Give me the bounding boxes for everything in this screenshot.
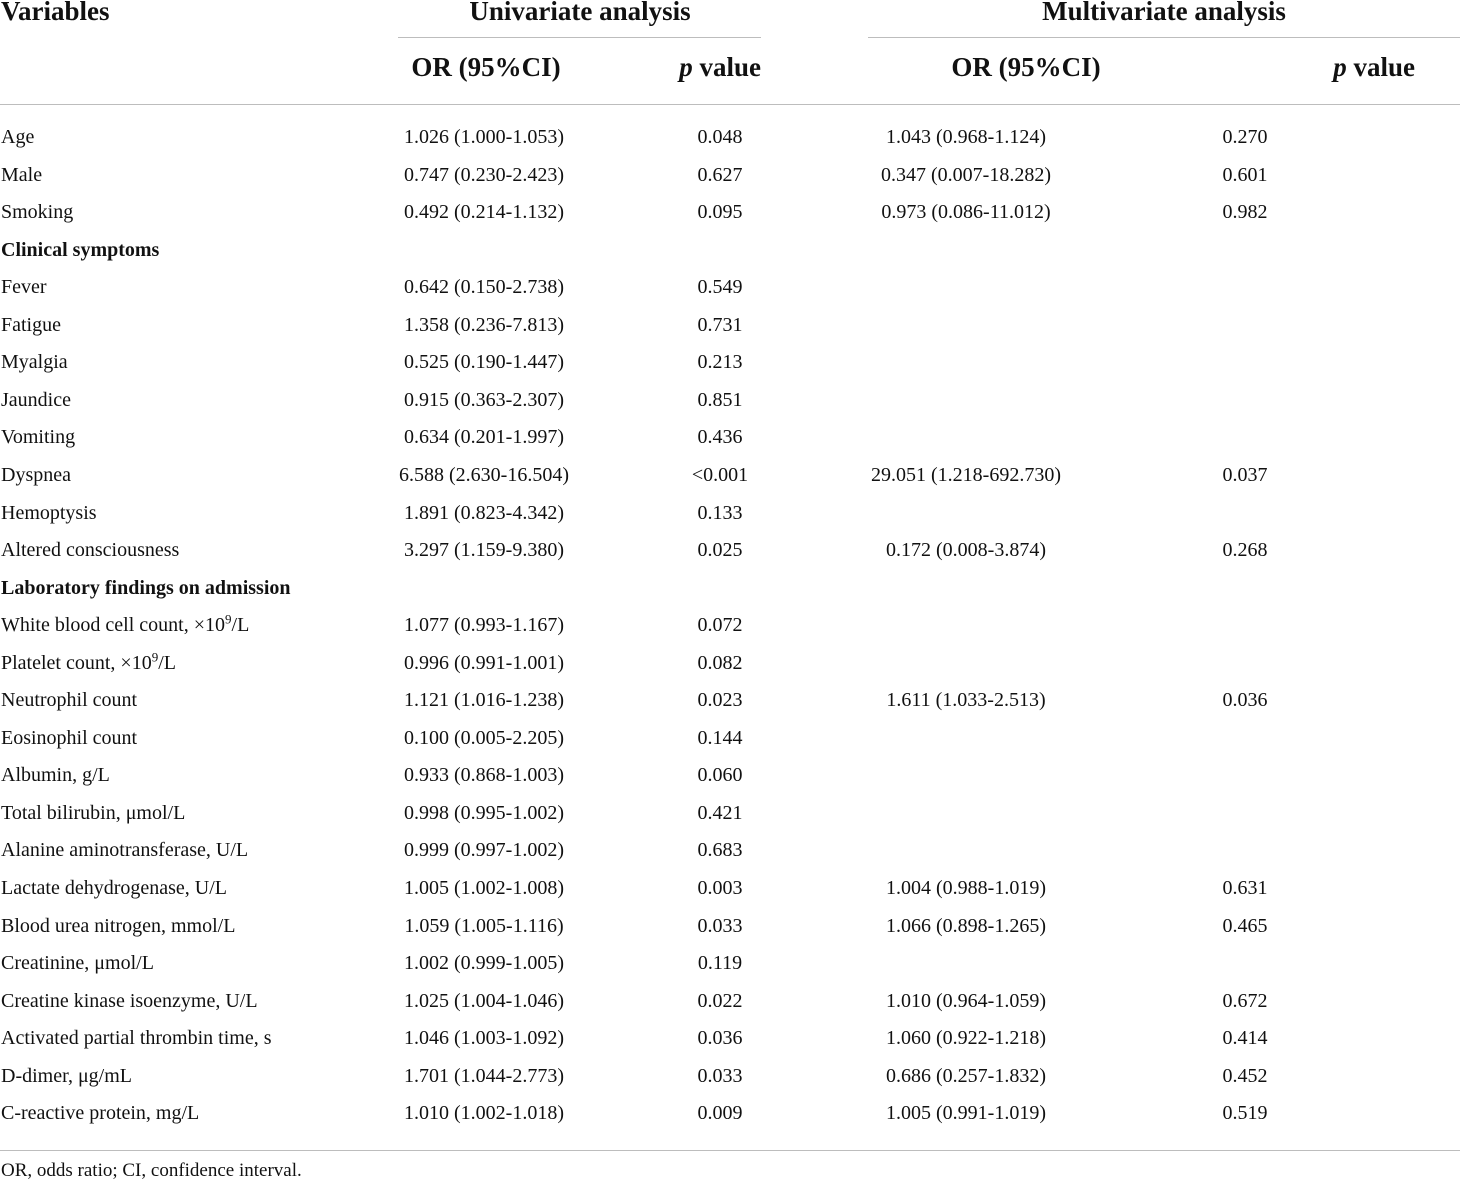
bottom-rule bbox=[0, 1150, 1460, 1151]
univariate-p-cell: 0.627 bbox=[697, 163, 743, 186]
univariate-p-cell: 0.095 bbox=[697, 201, 743, 224]
variable-name: Vomiting bbox=[1, 426, 76, 449]
univariate-p-header: p value bbox=[679, 52, 761, 82]
table-row bbox=[0, 944, 1460, 981]
variable-name: Neutrophil count bbox=[1, 689, 138, 712]
multivariate-or-cell: 1.066 (0.898-1.265) bbox=[886, 914, 1046, 937]
univariate-or-cell: 1.077 (0.993-1.167) bbox=[404, 614, 564, 637]
univariate-p-cell: 0.025 bbox=[697, 539, 743, 562]
table-row bbox=[0, 1094, 1460, 1131]
section-row bbox=[0, 569, 1460, 606]
univariate-or-cell: 0.996 (0.991-1.001) bbox=[404, 651, 564, 674]
multivariate-p-cell: 0.036 bbox=[1222, 689, 1268, 712]
table-row bbox=[0, 681, 1460, 718]
univariate-p-cell: 0.119 bbox=[697, 952, 743, 975]
variable-name: Blood urea nitrogen, mmol/L bbox=[1, 914, 236, 937]
variable-name: Alanine aminotransferase, U/L bbox=[1, 839, 249, 862]
table-row bbox=[0, 531, 1460, 568]
univariate-or-cell: 1.358 (0.236-7.813) bbox=[404, 313, 564, 336]
multivariate-p-header: p value bbox=[1333, 52, 1415, 82]
multivariate-or-cell: 1.005 (0.991-1.019) bbox=[886, 1102, 1046, 1125]
univariate-p-cell: 0.133 bbox=[697, 501, 743, 524]
table-row bbox=[0, 456, 1460, 493]
multivariate-p-cell: 0.268 bbox=[1222, 539, 1268, 562]
univariate-underline bbox=[398, 37, 761, 38]
table-row bbox=[0, 606, 1460, 643]
univariate-or-cell: 0.915 (0.363-2.307) bbox=[404, 388, 564, 411]
univariate-p-cell: 0.009 bbox=[697, 1102, 743, 1125]
univariate-p-cell: 0.731 bbox=[697, 313, 743, 336]
table-row bbox=[0, 118, 1460, 155]
multivariate-header: Multivariate analysis bbox=[1042, 0, 1286, 26]
univariate-p-cell: <0.001 bbox=[691, 463, 749, 486]
table-row bbox=[0, 982, 1460, 1019]
section-label: Laboratory findings on admission bbox=[1, 576, 291, 599]
univariate-p-cell: 0.683 bbox=[697, 839, 743, 862]
multivariate-p-cell: 0.037 bbox=[1222, 463, 1268, 486]
univariate-or-cell: 1.026 (1.000-1.053) bbox=[404, 126, 564, 148]
table-row bbox=[0, 306, 1460, 343]
univariate-or-cell: 1.005 (1.002-1.008) bbox=[404, 877, 564, 899]
univariate-or-cell: 1.891 (0.823-4.342) bbox=[404, 501, 564, 524]
multivariate-or-cell: 0.172 (0.008-3.874) bbox=[886, 539, 1046, 562]
multivariate-p-cell: 0.601 bbox=[1222, 163, 1268, 186]
univariate-p-cell: 0.072 bbox=[697, 614, 743, 637]
univariate-or-cell: 1.025 (1.004-1.046) bbox=[404, 989, 564, 1012]
variable-name: C-reactive protein, mg/L bbox=[1, 1102, 200, 1125]
univariate-or-cell: 0.634 (0.201-1.997) bbox=[404, 426, 564, 449]
section-label: Clinical symptoms bbox=[1, 238, 160, 261]
header-rule bbox=[0, 104, 1460, 105]
univariate-or-cell: 0.998 (0.995-1.002) bbox=[404, 801, 564, 824]
multivariate-p-cell: 0.672 bbox=[1222, 989, 1268, 1012]
table-row bbox=[0, 268, 1460, 305]
variable-name: Altered consciousness bbox=[1, 539, 180, 562]
univariate-p-cell: 0.549 bbox=[697, 276, 743, 299]
variable-name: Activated partial thrombin time, s bbox=[1, 1027, 272, 1050]
multivariate-or-cell: 1.004 (0.988-1.019) bbox=[886, 877, 1046, 899]
multivariate-or-cell: 1.060 (0.922-1.218) bbox=[886, 1027, 1046, 1050]
multivariate-or-cell: 1.010 (0.964-1.059) bbox=[886, 989, 1046, 1012]
variable-name: Age bbox=[1, 126, 35, 148]
univariate-or-cell: 0.492 (0.214-1.132) bbox=[404, 201, 564, 224]
univariate-or-cell: 0.999 (0.997-1.002) bbox=[404, 839, 564, 862]
table-row bbox=[0, 494, 1460, 531]
univariate-or-cell: 1.010 (1.002-1.018) bbox=[404, 1102, 564, 1125]
univariate-or-cell: 1.046 (1.003-1.092) bbox=[404, 1027, 564, 1050]
univariate-p-cell: 0.060 bbox=[697, 764, 743, 787]
univariate-p-cell: 0.436 bbox=[697, 426, 743, 449]
univariate-p-cell: 0.023 bbox=[697, 689, 743, 712]
multivariate-or-cell: 0.973 (0.086-11.012) bbox=[881, 201, 1051, 224]
univariate-or-cell: 0.933 (0.868-1.003) bbox=[404, 764, 564, 787]
univariate-or-header: OR (95%CI) bbox=[411, 52, 561, 82]
variable-name: White blood cell count, $\times 10^9/L$ bbox=[1, 611, 250, 637]
variable-name: Platelet count, $\times 10^9/L$ bbox=[1, 649, 176, 674]
multivariate-p-cell: 0.270 bbox=[1222, 126, 1268, 148]
multivariate-p-cell: 0.465 bbox=[1222, 914, 1268, 937]
multivariate-or-header: OR (95%CI) bbox=[951, 52, 1101, 82]
multivariate-or-cell: 0.686 (0.257-1.832) bbox=[886, 1064, 1046, 1087]
variable-name: Smoking bbox=[1, 201, 74, 224]
multivariate-or-cell: 1.043 (0.968-1.124) bbox=[886, 126, 1046, 148]
univariate-p-cell: 0.022 bbox=[697, 989, 743, 1012]
table-row bbox=[0, 644, 1460, 681]
univariate-p-cell: 0.144 bbox=[697, 726, 743, 749]
table-row bbox=[0, 719, 1460, 756]
univariate-p-cell: 0.082 bbox=[697, 651, 743, 674]
variable-name: Male bbox=[1, 163, 43, 186]
multivariate-p-cell: 0.519 bbox=[1222, 1102, 1268, 1125]
variable-name: Dyspnea bbox=[1, 463, 71, 486]
univariate-p-cell: 0.048 bbox=[697, 126, 743, 148]
table-row bbox=[0, 193, 1460, 230]
univariate-or-cell: 1.002 (0.999-1.005) bbox=[404, 952, 564, 975]
multivariate-or-cell: 1.611 (1.033-2.513) bbox=[886, 689, 1046, 712]
univariate-header: Univariate analysis bbox=[469, 0, 691, 26]
univariate-or-cell: 1.121 (1.016-1.238) bbox=[404, 689, 564, 712]
table-row bbox=[0, 1019, 1460, 1056]
univariate-or-cell: 1.059 (1.005-1.116) bbox=[404, 914, 564, 937]
univariate-or-cell: 3.297 (1.159-9.380) bbox=[404, 539, 564, 562]
table-row bbox=[0, 1057, 1460, 1094]
univariate-p-cell: 0.003 bbox=[697, 877, 743, 899]
multivariate-p-cell: 0.414 bbox=[1222, 1027, 1268, 1050]
section-row bbox=[0, 231, 1460, 268]
variable-name: D-dimer, μg/mL bbox=[1, 1064, 133, 1087]
variables-header: Variables bbox=[1, 0, 110, 26]
multivariate-underline bbox=[868, 37, 1460, 38]
table-row bbox=[0, 381, 1460, 418]
univariate-or-cell: 0.525 (0.190-1.447) bbox=[404, 351, 564, 374]
univariate-or-cell: 0.100 (0.005-2.205) bbox=[404, 726, 564, 749]
footnote: OR, odds ratio; CI, confidence interval. bbox=[1, 1160, 302, 1181]
variable-name: Creatinine, μmol/L bbox=[1, 952, 154, 975]
multivariate-or-cell: 29.051 (1.218-692.730) bbox=[871, 463, 1061, 486]
table-row bbox=[0, 343, 1460, 380]
univariate-p-cell: 0.036 bbox=[697, 1027, 743, 1050]
variable-name: Creatine kinase isoenzyme, U/L bbox=[1, 989, 258, 1012]
multivariate-p-cell: 0.452 bbox=[1222, 1064, 1268, 1087]
variable-name: Total bilirubin, μmol/L bbox=[1, 801, 186, 824]
table-row bbox=[0, 156, 1460, 193]
table-row bbox=[0, 794, 1460, 831]
univariate-or-cell: 0.747 (0.230-2.423) bbox=[404, 163, 564, 186]
variable-name: Albumin, g/L bbox=[1, 764, 110, 787]
table-row bbox=[0, 756, 1460, 793]
variable-name: Eosinophil count bbox=[1, 726, 138, 749]
univariate-p-cell: 0.421 bbox=[697, 801, 743, 824]
variable-name: Myalgia bbox=[1, 351, 68, 374]
table-row bbox=[0, 907, 1460, 944]
variable-name: Fatigue bbox=[1, 313, 61, 336]
univariate-or-cell: 0.642 (0.150-2.738) bbox=[404, 276, 564, 299]
variable-name: Hemoptysis bbox=[1, 501, 97, 524]
table-row bbox=[0, 831, 1460, 868]
multivariate-p-cell: 0.982 bbox=[1222, 201, 1268, 224]
variable-name: Fever bbox=[1, 276, 47, 299]
univariate-p-cell: 0.851 bbox=[697, 388, 743, 411]
univariate-or-cell: 1.701 (1.044-2.773) bbox=[404, 1064, 564, 1087]
univariate-p-cell: 0.213 bbox=[697, 351, 743, 374]
variable-name: Jaundice bbox=[1, 388, 71, 411]
univariate-p-cell: 0.033 bbox=[697, 1064, 743, 1087]
multivariate-p-cell: 0.631 bbox=[1222, 877, 1268, 899]
variable-name: Lactate dehydrogenase, U/L bbox=[1, 877, 228, 899]
univariate-p-cell: 0.033 bbox=[697, 914, 743, 937]
multivariate-or-cell: 0.347 (0.007-18.282) bbox=[881, 163, 1051, 186]
table-row bbox=[0, 869, 1460, 906]
univariate-or-cell: 6.588 (2.630-16.504) bbox=[399, 463, 569, 486]
table-row bbox=[0, 418, 1460, 455]
